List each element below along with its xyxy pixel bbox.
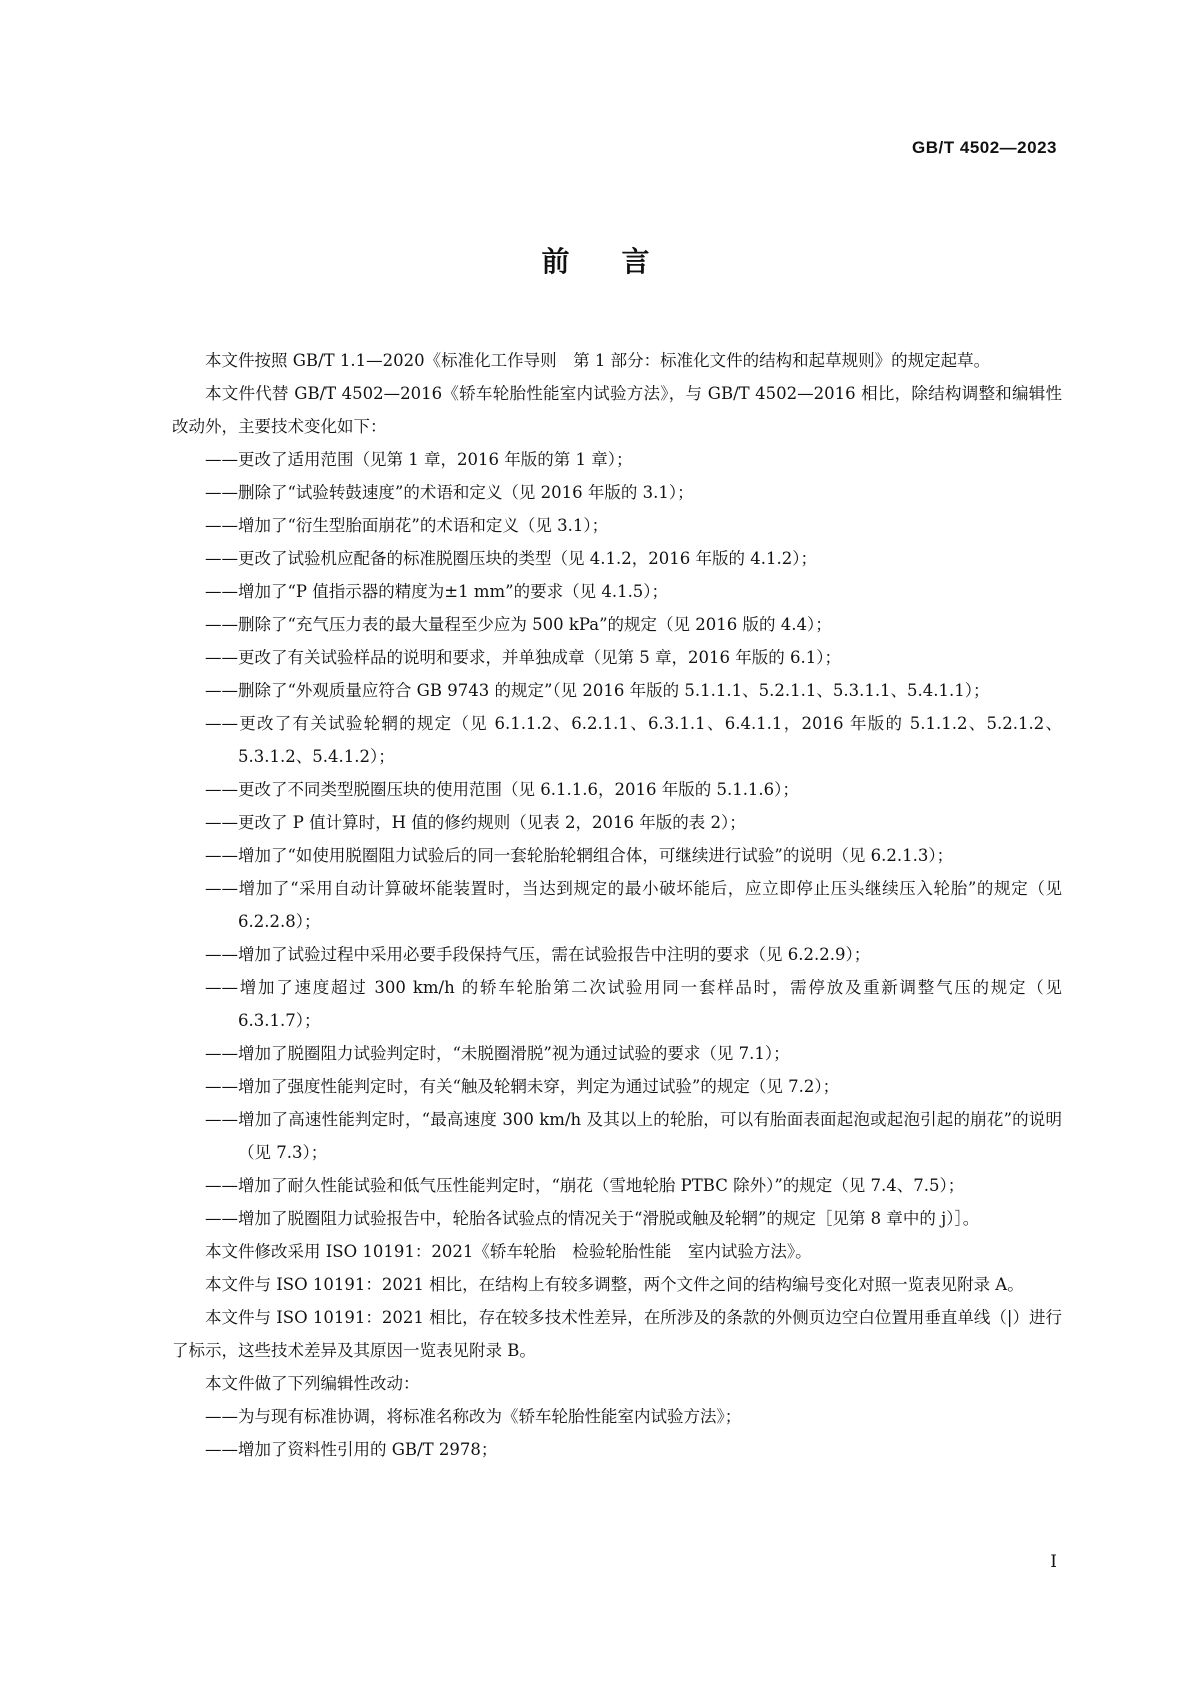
- editorial-changes-list: [172, 1400, 1062, 1466]
- paragraph: 本文件修改采用 ISO 10191：2021《轿车轮胎 检验轮胎性能 室内试验方法》。: [205, 1242, 812, 1261]
- technical-changes-list: [172, 443, 1062, 1235]
- paragraph: 本文件与 ISO 10191：2021 相比，存在较多技术性差异，在所涉及的条款的外侧页边空白位置用垂直单线（|）进行了标示，这些技术差异及其原因一览表见附录 B。: [172, 1308, 1062, 1360]
- list-item: ——增加了资料性引用的 GB/T 2978；: [205, 1440, 498, 1459]
- list-item: ——增加了耐久性能试验和低气压性能判定时，“崩花（雪地轮胎 PTBC 除外）”的规定（见 7.4、7.5）；: [205, 1176, 965, 1195]
- paragraph: 本文件按照 GB/T 1.1—2020《标准化工作导则 第 1 部分：标准化文件的结构和起草规则》的规定起草。: [205, 351, 991, 370]
- paragraph: 本文件代替 GB/T 4502—2016《轿车轮胎性能室内试验方法》，与 GB/T 4502—2016 相比，除结构调整和编辑性改动外，主要技术变化如下：: [172, 384, 1062, 436]
- list-item: ——更改了有关试验轮辋的规定（见 6.1.1.2、6.2.1.1、6.3.1.1、6.4.1.1，2016 年版的 5.1.1.2、5.2.1.2、5.3.1.2、5.4.1.2）；: [205, 714, 1062, 766]
- list-item: ——增加了脱圈阻力试验报告中，轮胎各试验点的情况关于“滑脱或触及轮辋”的规定［见第 8 章中的 j）］。: [205, 1209, 980, 1228]
- list-item: ——增加了高速性能判定时，“最高速度 300 km/h 及其以上的轮胎，可以有胎面表面起泡或起泡引起的崩花”的说明（见 7.3）；: [205, 1110, 1062, 1162]
- list-item: ——删除了“试验转鼓速度”的术语和定义（见 2016 年版的 3.1）；: [205, 483, 694, 502]
- list-item: ——增加了“如使用脱圈阻力试验后的同一套轮胎轮辋组合体，可继续进行试验”的说明（见 6.2.1.3）；: [205, 846, 954, 865]
- list-item: ——更改了不同类型脱圈压块的使用范围（见 6.1.1.6，2016 年版的 5.1.1.6）；: [205, 780, 799, 799]
- list-item: ——删除了“充气压力表的最大量程至少应为 500 kPa”的规定（见 2016 版的 4.4）；: [205, 615, 832, 634]
- document-body: [172, 344, 1062, 1466]
- paragraph: 本文件与 ISO 10191：2021 相比，在结构上有较多调整，两个文件之间的结构编号变化对照一览表见附录 A。: [205, 1275, 1024, 1294]
- list-item: ——增加了“P 值指示器的精度为±1 mm”的要求（见 4.1.5）；: [205, 582, 669, 601]
- list-item: ——增加了“衍生型胎面崩花”的术语和定义（见 3.1）；: [205, 516, 609, 535]
- list-item: ——删除了“外观质量应符合 GB 9743 的规定”（见 2016 年版的 5.1.1.1、5.2.1.1、5.3.1.1、5.4.1.1）；: [205, 681, 990, 700]
- list-item: ——增加了速度超过 300 km/h 的轿车轮胎第二次试验用同一套样品时，需停放及重新调整气压的规定（见 6.3.1.7）；: [205, 978, 1062, 1030]
- list-item: ——更改了试验机应配备的标准脱圈压块的类型（见 4.1.2，2016 年版的 4.1.2）；: [205, 549, 817, 568]
- list-item: ——更改了有关试验样品的说明和要求，并单独成章（见第 5 章，2016 年版的 6.1）；: [205, 648, 841, 667]
- list-item: ——更改了适用范围（见第 1 章，2016 年版的第 1 章）；: [205, 450, 633, 469]
- list-item: ——增加了强度性能判定时，有关“触及轮辋未穿，判定为通过试验”的规定（见 7.2）；: [205, 1077, 840, 1096]
- list-item: ——增加了脱圈阻力试验判定时，“未脱圈滑脱”视为通过试验的要求（见 7.1）；: [205, 1044, 790, 1063]
- paragraph: 本文件做了下列编辑性改动：: [205, 1374, 420, 1393]
- list-item: ——为与现有标准协调，将标准名称改为《轿车轮胎性能室内试验方法》；: [205, 1407, 742, 1426]
- list-item: ——增加了试验过程中采用必要手段保持气压，需在试验报告中注明的要求（见 6.2.2.9）；: [205, 945, 871, 964]
- list-item: ——增加了“采用自动计算破坏能装置时，当达到规定的最小破坏能后，应立即停止压头继续压入轮胎”的规定（见 6.2.2.8）；: [205, 879, 1062, 931]
- list-item: ——更改了 P 值计算时，H 值的修约规则（见表 2，2016 年版的表 2）；: [205, 813, 746, 832]
- page-number: I: [1050, 1552, 1057, 1572]
- standard-number: GB/T 4502—2023: [912, 138, 1057, 157]
- page-title: 前言: [541, 245, 702, 278]
